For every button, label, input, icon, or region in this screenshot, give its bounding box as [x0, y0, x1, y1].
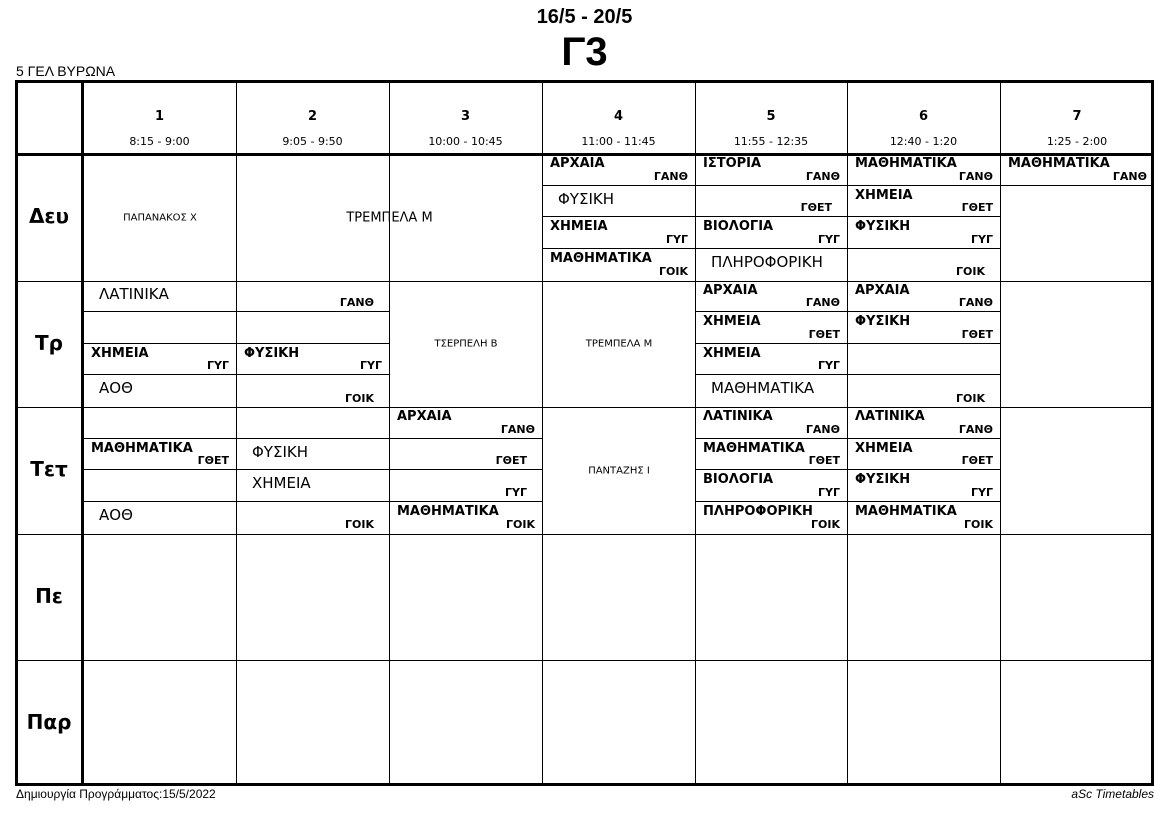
lesson-subject: ΛΑΤΙΝΙΚΑ — [703, 409, 773, 424]
lesson-teacher: ΓΥΓ — [818, 359, 840, 373]
lesson-teacher: ΓΥΓ — [818, 485, 840, 499]
lesson-teacher: ΓΘΕΤ — [197, 454, 229, 468]
lesson-subject: ΙΣΤΟΡΙΑ — [703, 156, 762, 171]
lesson-subject: ΦΥΣΙΚΗ — [855, 314, 911, 330]
lesson-cell[interactable] — [84, 503, 389, 534]
lesson-subject: ΑΡΧΑΙΑ — [550, 156, 605, 171]
lesson-cell[interactable] — [696, 408, 847, 439]
lesson-cell[interactable] — [390, 282, 542, 407]
lesson-teacher: ΓΥΓ — [360, 359, 382, 373]
lesson-cell[interactable] — [84, 155, 236, 280]
grid-border-top — [15, 80, 1154, 83]
lesson-subject: ΦΥΣΙΚΗ — [558, 189, 614, 208]
lesson-subject: ΦΥΣΙΚΗ — [855, 219, 911, 235]
lesson-subject: ΑΡΧΑΙΑ — [397, 409, 452, 424]
lesson-teacher: ΓΑΝΘ — [958, 296, 993, 310]
period-time: 8:15 - 9:00 — [129, 135, 190, 148]
lesson-teacher: ΓΥΓ — [971, 485, 993, 499]
lesson-teacher: ΓΟΙΚ — [506, 518, 535, 532]
lesson-teacher: ΓΟΙΚ — [956, 391, 985, 405]
school-name: 5 ΓΕΛ ΒΥΡΩΝΑ — [16, 63, 116, 79]
lesson-teacher: ΓΥΓ — [818, 232, 840, 246]
lesson-teacher: ΓΘΕΤ — [808, 327, 840, 341]
lesson-teacher: ΓΑΝΘ — [805, 169, 840, 183]
lesson-subject: ΜΑΘΗΜΑΤΙΚΑ — [91, 440, 193, 456]
day-row-separator — [15, 660, 1154, 661]
lesson-subject: ΠΛΗΡΟΦΟΡΙΚΗ — [703, 503, 813, 519]
lesson-cell[interactable] — [1001, 155, 1154, 186]
lesson-cell[interactable] — [696, 282, 847, 313]
lesson-cell[interactable] — [848, 155, 1000, 186]
lesson-teacher: ΓΑΝΘ — [958, 169, 993, 183]
created-date: Δημιουργία Προγράμματος:15/5/2022 — [16, 787, 216, 801]
period-number: 5 — [766, 109, 776, 124]
grid-border-left — [15, 80, 18, 786]
lesson-teacher: ΓΟΙΚ — [345, 518, 374, 532]
lesson-cell[interactable] — [848, 282, 1000, 313]
lesson-cell[interactable] — [848, 345, 1000, 376]
class-name: Γ3 — [561, 30, 608, 74]
lesson-subject: ΜΑΘΗΜΑΤΙΚΑ — [550, 250, 652, 266]
lesson-cell[interactable] — [84, 440, 236, 471]
day-row-separator — [15, 534, 1154, 535]
lesson-subject: ΧΗΜΕΙΑ — [703, 345, 761, 361]
lesson-subject: ΑΟΘ — [99, 505, 133, 524]
lesson-subject: ΧΗΜΕΙΑ — [252, 474, 311, 493]
lesson-cell[interactable] — [237, 155, 542, 280]
lesson-teacher: ΓΘΕΤ — [808, 454, 840, 468]
lesson-teacher: ΓΑΝΘ — [653, 169, 688, 183]
lesson-cell[interactable] — [848, 187, 1000, 218]
lesson-cell[interactable] — [543, 155, 695, 186]
lesson-subject: ΑΡΧΑΙΑ — [703, 282, 758, 298]
lesson-subject: ΤΣΕΡΠΕΛΗ Β — [434, 338, 498, 350]
lesson-teacher: ΓΘΕΤ — [495, 454, 527, 468]
period-time: 11:00 - 11:45 — [581, 135, 656, 148]
lesson-subject: ΒΙΟΛΟΓΙΑ — [703, 472, 774, 488]
period-number: 1 — [154, 109, 165, 124]
date-range: 16/5 - 20/5 — [536, 6, 633, 28]
lesson-cell[interactable] — [390, 503, 542, 534]
lesson-subject: ΒΙΟΛΟΓΙΑ — [703, 219, 774, 235]
lesson-cell[interactable] — [237, 345, 389, 376]
lesson-subject: ΜΑΘΗΜΑΤΙΚΑ — [1008, 156, 1110, 171]
lesson-cell[interactable] — [84, 408, 389, 439]
lesson-cell[interactable] — [543, 218, 695, 249]
lesson-subject: ΦΥΣΙΚΗ — [244, 345, 300, 361]
day-label: Τετ — [30, 457, 68, 481]
lesson-cell[interactable] — [543, 408, 695, 533]
lesson-cell[interactable] — [237, 440, 542, 471]
period-number: 7 — [1072, 109, 1082, 124]
lesson-teacher: ΓΥΓ — [505, 485, 527, 499]
period-number: 3 — [460, 109, 471, 124]
lesson-teacher: ΓΑΝΘ — [805, 422, 840, 436]
lesson-teacher: ΓΑΝΘ — [500, 422, 535, 436]
lesson-cell[interactable] — [696, 155, 847, 186]
lesson-cell[interactable] — [696, 440, 847, 471]
period-time: 11:55 - 12:35 — [733, 135, 809, 148]
lesson-subject: ΠΛΗΡΟΦΟΡΙΚΗ — [711, 252, 823, 271]
period-time: 9:05 - 9:50 — [282, 135, 343, 148]
lesson-cell[interactable] — [696, 345, 847, 376]
day-label: Πε — [35, 583, 63, 608]
lesson-subject: ΑΡΧΑΙΑ — [855, 282, 910, 298]
period-number: 4 — [613, 109, 624, 124]
lesson-subject: ΛΑΤΙΝΙΚΑ — [855, 409, 925, 424]
lesson-subject: ΜΑΘΗΜΑΤΙΚΑ — [855, 503, 957, 519]
lesson-teacher: ΓΑΝΘ — [958, 422, 993, 436]
lesson-subject: ΧΗΜΕΙΑ — [855, 187, 913, 203]
lesson-subject: ΜΑΘΗΜΑΤΙΚΑ — [711, 379, 815, 398]
lesson-teacher: ΓΟΙΚ — [964, 518, 993, 532]
lesson-cell[interactable] — [543, 187, 847, 218]
lesson-subject: ΤΡΕΜΠΕΛΑ Μ — [346, 210, 433, 226]
lesson-cell[interactable] — [237, 471, 542, 502]
lesson-cell[interactable] — [543, 282, 695, 407]
lesson-teacher: ΓΑΝΘ — [339, 296, 374, 310]
lesson-cell[interactable] — [390, 408, 542, 439]
period-time: 1:25 - 2:00 — [1046, 135, 1108, 148]
lesson-cell[interactable] — [848, 471, 1000, 502]
lesson-subject: ΦΥΣΙΚΗ — [855, 472, 911, 488]
lesson-cell[interactable] — [848, 313, 1000, 344]
lesson-subject: ΧΗΜΕΙΑ — [703, 314, 761, 330]
day-label: Παρ — [26, 710, 72, 734]
lesson-teacher: ΓΘΕΤ — [800, 201, 832, 215]
lesson-cell[interactable] — [696, 218, 847, 249]
lesson-teacher: ΓΟΙΚ — [956, 265, 985, 279]
lesson-cell[interactable] — [696, 250, 1000, 281]
lesson-teacher: ΓΥΓ — [666, 232, 688, 246]
period-number: 2 — [307, 109, 318, 124]
lesson-subject: ΛΑΤΙΝΙΚΑ — [99, 284, 169, 303]
period-number: 6 — [918, 109, 929, 124]
lesson-cell[interactable] — [84, 471, 236, 502]
lesson-subject: ΑΟΘ — [99, 379, 133, 398]
period-time: 10:00 - 10:45 — [428, 135, 503, 148]
lesson-subject: ΜΑΘΗΜΑΤΙΚΑ — [855, 156, 957, 171]
lesson-teacher: ΓΘΕΤ — [961, 327, 993, 341]
lesson-teacher: ΓΥΓ — [207, 359, 229, 373]
lesson-subject: ΤΡΕΜΠΕΛΑ Μ — [585, 338, 653, 350]
lesson-teacher: ΓΟΙΚ — [811, 518, 840, 532]
lesson-teacher: ΓΟΙΚ — [345, 391, 374, 405]
lesson-subject: ΠΑΝΤΑΖΗΣ Ι — [588, 465, 650, 477]
lesson-cell[interactable] — [543, 250, 695, 281]
lesson-cell[interactable] — [696, 376, 1000, 407]
lesson-cell[interactable] — [84, 282, 389, 313]
lesson-subject: ΧΗΜΕΙΑ — [550, 219, 608, 235]
lesson-teacher: ΓΘΕΤ — [961, 201, 993, 215]
timetable-grid — [15, 80, 1154, 786]
grid-border-bottom — [15, 783, 1154, 786]
lesson-cell[interactable] — [696, 471, 847, 502]
lesson-cell[interactable] — [84, 345, 236, 376]
lesson-cell[interactable] — [1001, 187, 1154, 281]
lesson-cell[interactable] — [848, 440, 1000, 471]
lesson-subject: ΧΗΜΕΙΑ — [855, 440, 913, 456]
lesson-cell[interactable] — [848, 408, 1000, 439]
lesson-teacher: ΓΟΙΚ — [659, 265, 688, 279]
lesson-teacher: ΓΑΝΘ — [1112, 169, 1147, 183]
lesson-subject: ΜΑΘΗΜΑΤΙΚΑ — [703, 440, 805, 456]
lesson-subject: ΧΗΜΕΙΑ — [91, 345, 149, 361]
lesson-cell[interactable] — [84, 376, 389, 407]
lesson-teacher: ΓΘΕΤ — [961, 454, 993, 468]
lesson-subject: ΦΥΣΙΚΗ — [252, 442, 308, 461]
lesson-teacher: ΓΑΝΘ — [805, 296, 840, 310]
lesson-cell[interactable] — [84, 313, 389, 344]
lesson-subject: ΠΑΠΑΝΑΚΟΣ Χ — [123, 212, 197, 224]
lesson-teacher: ΓΥΓ — [971, 232, 993, 246]
lesson-subject: ΜΑΘΗΜΑΤΙΚΑ — [397, 503, 499, 519]
lesson-cell[interactable] — [848, 218, 1000, 249]
day-label: Τρ — [35, 330, 63, 355]
lesson-cell[interactable] — [696, 503, 847, 534]
period-time: 12:40 - 1:20 — [889, 135, 958, 148]
day-label: Δευ — [28, 204, 70, 228]
brand-credit: aSc Timetables — [1071, 787, 1154, 801]
lesson-cell[interactable] — [696, 313, 847, 344]
lesson-cell[interactable] — [848, 503, 1000, 534]
